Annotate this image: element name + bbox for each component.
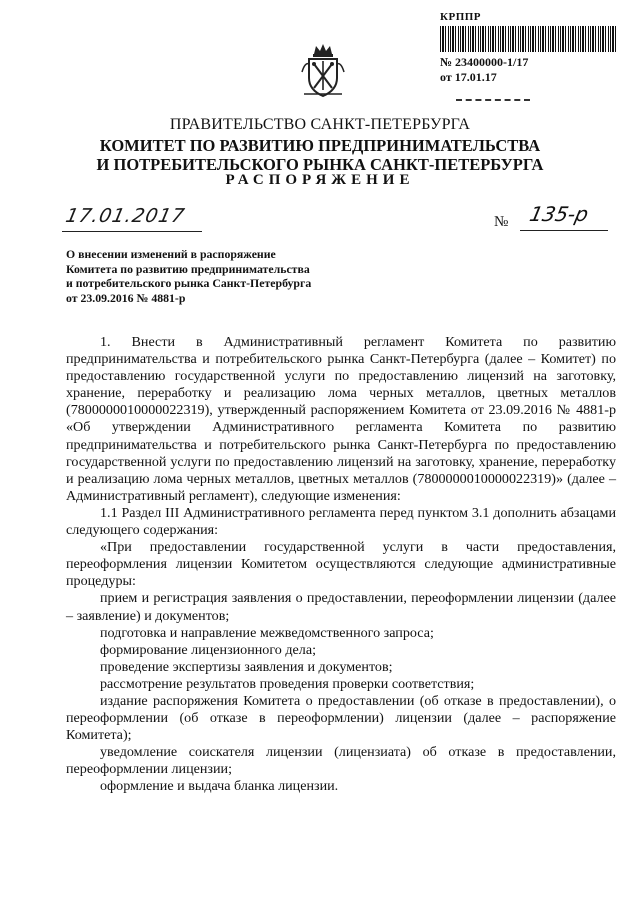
paragraph-2: 1.1 Раздел III Административного регламента перед пунктом 3.1 дополнить абзацами следующего содержания:	[66, 504, 616, 539]
paragraph-4: прием и регистрация заявления о предоставлении, переоформлении лицензии (далее – заявление) и документов;	[66, 590, 616, 624]
stamp-dashes	[456, 99, 530, 102]
stamp-date: от 17.01.17	[440, 70, 497, 84]
paragraph-11: оформление и выдача бланка лицензии.	[100, 778, 339, 795]
paragraph-1: 1. Внести в Административный регламент Комитета по развитию предпринимательства и потребительского рынка Санкт-Петербурга (далее – Комитет) по предоставлению государственной услуги по предоставлению лицензий на заготовку, хранение, переработку и реализацию лома черных металлов, цветных металлов (7800000010000022319), утвержденный распоряжением Комитета от 23.09.2016 № 4881-р «Об утверждении Административного регламента Комитета по развитию предпринимательства и потребительского рынка Санкт-Петербурга по предоставлению государственной услуги по предоставлению лицензий на заготовку, хранение, переработку и реализацию лома черных металлов, цветных металлов (7800000010000022319)» (далее – Административный регламент), следующие изменения:	[66, 334, 616, 504]
paragraph-9: издание распоряжения Комитета о предоставлении (об отказе в предоставлении), о переоформлении (об отказе в переоформлении) лицензии (далее – распоряжение Комитета);	[66, 692, 616, 744]
handwritten-number: 135-р	[527, 202, 591, 226]
paragraph-3: «При предоставлении государственной услуги в части предоставления, переоформления лицензии Комитетом осуществляются следующие административные процедуры:	[66, 539, 616, 590]
stamp-number: № 23400000-1/17	[440, 55, 529, 69]
document-subject	[66, 247, 366, 305]
government-name: ПРАВИТЕЛЬСТВО САНКТ-ПЕТЕРБУРГА	[169, 116, 471, 133]
committee-line-1: КОМИТЕТ ПО РАЗВИТИЮ ПРЕДПРИНИМАТЕЛЬСТВА	[99, 136, 541, 155]
registration-stamp	[440, 10, 620, 102]
paragraph-8: рассмотрение результатов проведения проверки соответствия;	[100, 675, 475, 692]
paragraph-5: подготовка и направление межведомственного запроса;	[100, 624, 434, 641]
subject-line-3: и потребительского рынка Санкт-Петербурга	[66, 276, 312, 290]
paragraph-10: уведомление соискателя лицензии (лицензиата) об отказе в предоставлении, переоформлении лицензии;	[66, 744, 616, 778]
date-field	[62, 205, 202, 232]
handwritten-date: 17.01.2017	[63, 205, 188, 227]
document-body	[66, 334, 616, 796]
stamp-code: КРППР	[440, 11, 482, 23]
committee-name	[0, 136, 640, 174]
barcode-icon	[440, 26, 618, 52]
number-label: №	[494, 214, 509, 230]
document-type: РАСПОРЯЖЕНИЕ	[225, 172, 415, 188]
subject-line-4: от 23.09.2016 № 4881-р	[66, 290, 186, 305]
paragraph-7: проведение экспертизы заявления и документов;	[100, 658, 393, 675]
subject-line-1: О внесении изменений в распоряжение	[66, 247, 276, 261]
subject-line-2: Комитета по развитию предпринимательства	[66, 261, 310, 276]
coat-of-arms-icon	[300, 42, 346, 100]
number-field	[520, 204, 608, 231]
paragraph-6: формирование лицензионного дела;	[100, 641, 316, 658]
committee-line-2: И ПОТРЕБИТЕЛЬСКОГО РЫНКА САНКТ-ПЕТЕРБУРГА	[96, 155, 544, 174]
